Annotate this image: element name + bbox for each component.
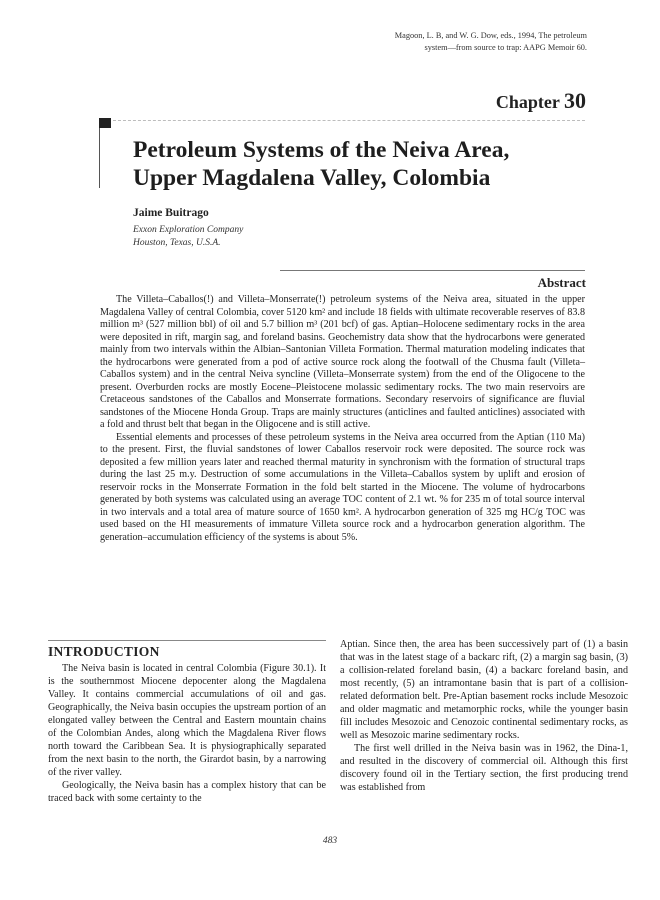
page-title bbox=[133, 136, 593, 192]
author-location: Houston, Texas, U.S.A. bbox=[133, 238, 221, 248]
chapter-number: 30 bbox=[564, 88, 586, 113]
title-divider bbox=[113, 120, 585, 121]
title-line-2: Upper Magdalena Valley, Colombia bbox=[133, 165, 491, 191]
intro-paragraph-3: Aptian. Since then, the area has been successively part of (1) a basin that was in the latest stage of a backarc rift, (2) a margin sag basin, (3) a collision-related foreland basin, (4) a backarc foreland basin, and most recently, (5) an intramontane basin that is part of a collision-related deformation belt. Pre-Aptian basement rocks include Mesozoic and older magmatic and metamorphic rocks, while the younger basin fill includes Mesozoic and Cenozoic continental sedimentary rocks, as well as Mesozoic marine sedimentary rocks. bbox=[340, 639, 628, 741]
chapter-label bbox=[496, 88, 586, 114]
abstract-body bbox=[100, 294, 585, 544]
abstract-paragraph-2: Essential elements and processes of these petroleum systems in the Neiva area occurred from the Aptian (110 Ma) to the present. First, the fluvial sandstones of lower Caballos reservoir rock were deposited. The source rock was deposited a few million years later and reached thermal maturity in synchronism with the formation of structural traps during the last 25 m.y. Destruction of some accumulations in the Villeta–Caballos system by uplift and erosion of reservoir rocks in the Monserrate Formation in the fold belt started in the Miocene. The volume of hydrocarbons generated by both systems was calculated using an average TOC content of 2.1 wt. % for 235 m of total source interval in two intervals and a total area of mature source of 1650 km². A hydrocarbon generation of 325 mg HC/g TOC was used based on the HI measurements of immature Villeta source rock and a hydrocarbon generation algorithm. The generation–accumulation efficiency of the systems is about 5%. bbox=[100, 431, 585, 543]
section-divider bbox=[48, 640, 326, 641]
abstract-divider bbox=[280, 270, 585, 271]
introduction-heading: INTRODUCTION bbox=[48, 644, 160, 659]
citation-line-1: Magoon, L. B, and W. G. Dow, eds., 1994, The petroleum bbox=[394, 31, 587, 40]
intro-paragraph-4: The first well drilled in the Neiva basin was in 1962, the Dina-1, and resulted in the discovery of commercial oil. Although this first discovery found oil in the Tertiary section, the first producing trend was established from bbox=[340, 743, 628, 793]
abstract-paragraph-1: The Villeta–Caballos(!) and Villeta–Monserrate(!) petroleum systems of the Neiva area, situated in the upper Magdalena Valley of central Colombia, cover 5120 km² and include 18 fields with ultimate recoverable reserves of 83.8 million m³ (527 million bbl) of oil and 5.7 billion m³ (201 bcf) of gas. Aptian–Holocene sedimentary rocks in the area were deposited in rift, margin sag, and foreland basins. Geochemistry data show that the hydrocarbons were generated mainly from two intervals within the Albian–Santonian Villeta Formation. Thermal maturation modeling indicates that the hydrocarbons were generated from a pod of active source rock along the footwall of the Chusma fault (Villeta–Caballos system) and in the central Neiva syncline (Villeta–Monserrate system) from the end of the Oligocene to the present. Overburden rocks are mostly Eocene–Pleistocene molassic sedimentary rocks. The two main reservoirs are Cretaceous sandstones of the Caballos and Monserrate formations. Secondary reservoirs of significance are fluvial sandstones of the Miocene Honda Group. Traps are mainly structures (anticlines and faulted anticlines) associated with a fold and thrust belt that began in the Oligocene and is still active. bbox=[100, 294, 585, 430]
title-line-1: Petroleum Systems of the Neiva Area, bbox=[133, 137, 510, 163]
page-number: 483 bbox=[322, 836, 338, 846]
chapter-word: Chapter bbox=[495, 92, 560, 112]
abstract-heading: Abstract bbox=[537, 275, 586, 290]
author-affiliation: Exxon Exploration Company bbox=[133, 225, 244, 235]
margin-bar bbox=[99, 128, 100, 188]
citation-line-2: system—from source to trap: AAPG Memoir 60. bbox=[424, 43, 587, 52]
left-column bbox=[48, 662, 326, 805]
intro-paragraph-2: Geologically, the Neiva basin has a complex history that can be traced back with some certainty to the bbox=[48, 780, 326, 804]
citation bbox=[327, 30, 587, 54]
right-column bbox=[340, 638, 628, 794]
intro-paragraph-1: The Neiva basin is located in central Colombia (Figure 30.1). It is the southernmost Miocene depocenter along the Magdalena Valley. It contains commercial accumulations of oil and gas. Geographically, the Neiva basin occupies the upstream portion of an elongated valley between the Central and Eastern mountain chains of the Colombian Andes, along which the Magdalena River flows north toward the Caribbean Sea. It is physiographically separated from the next basin to the north, the Girardot basin, by a narrowing of the river valley. bbox=[48, 663, 326, 778]
author-name: Jaime Buitrago bbox=[133, 207, 209, 219]
corner-mark bbox=[99, 118, 111, 128]
